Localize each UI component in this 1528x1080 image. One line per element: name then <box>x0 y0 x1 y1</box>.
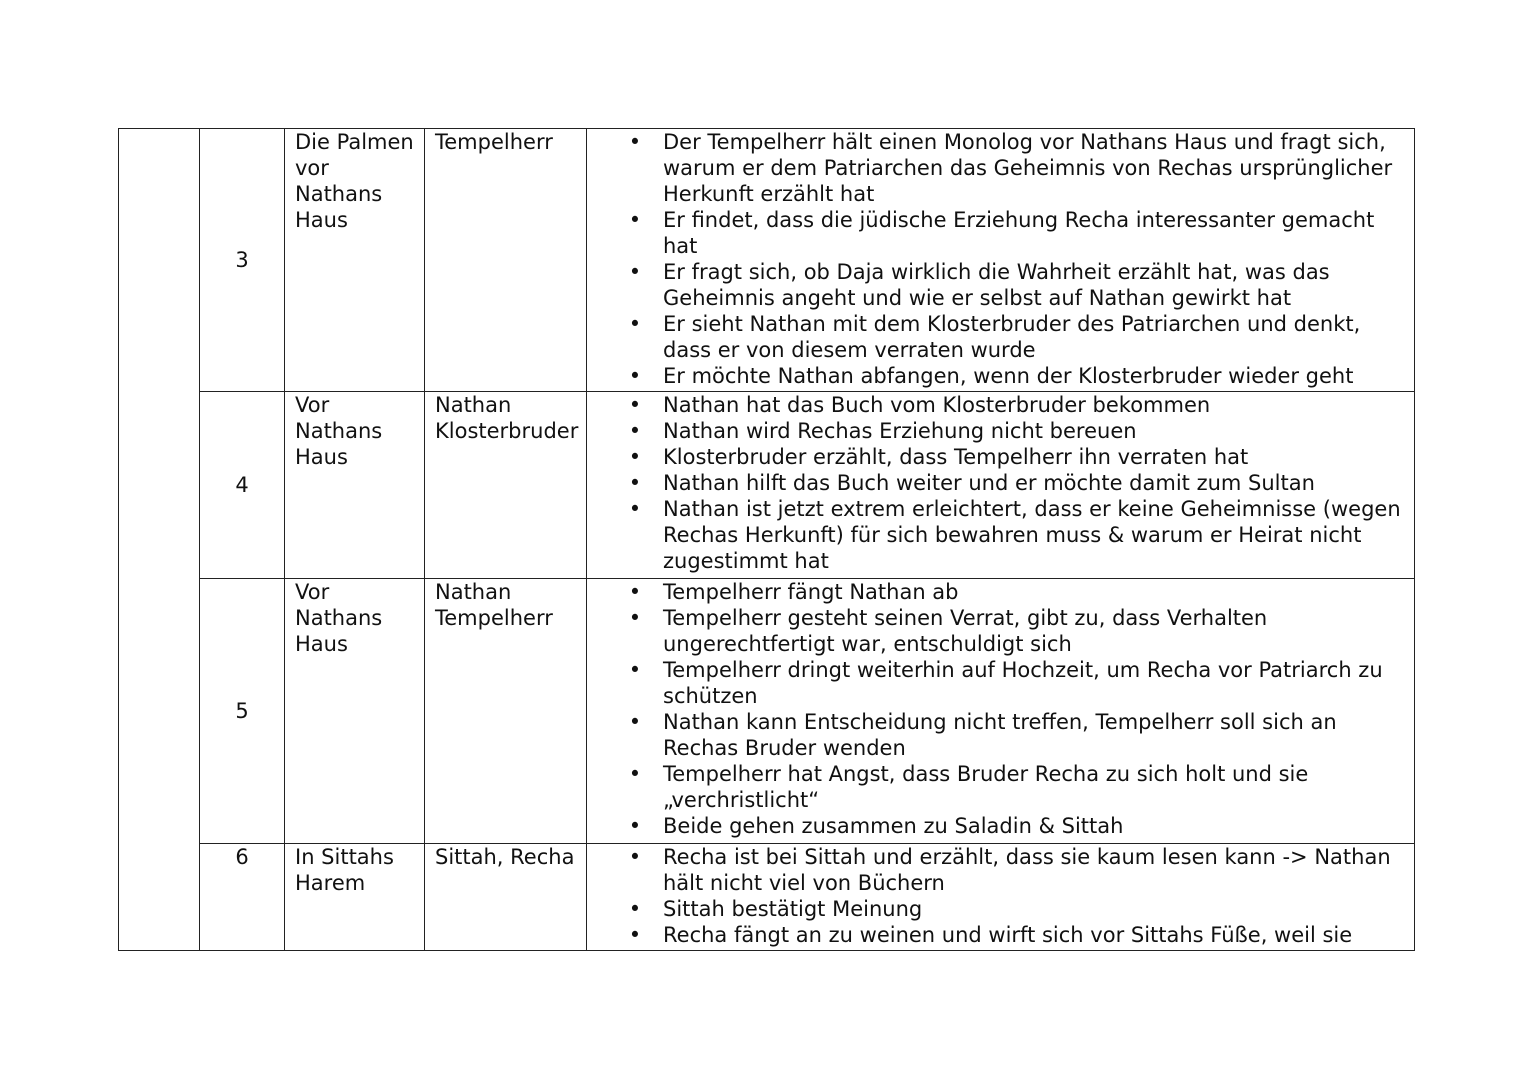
list-item <box>587 207 1404 259</box>
table-row <box>119 579 1415 844</box>
list-item <box>587 657 1404 709</box>
table-row <box>119 392 1415 579</box>
scene-content <box>587 129 1415 392</box>
list-item-text: Tempelherr gesteht seinen Verrat, gibt zu, dass Verhalten ungerechtfertigt war, entschuldigt sich <box>663 606 1268 656</box>
list-item-text: Tempelherr fängt Nathan ab <box>663 580 959 604</box>
scene-content <box>587 579 1415 844</box>
table-row <box>119 129 1415 392</box>
list-item-text: Er findet, dass die jüdische Erziehung Recha interessanter gemacht hat <box>663 208 1375 258</box>
bullet-icon: • <box>628 897 642 921</box>
bullet-icon: • <box>628 471 642 495</box>
list-item <box>587 579 1404 605</box>
scene-place: Die Palmen vor Nathans Haus <box>285 129 425 392</box>
bullet-icon: • <box>628 814 642 838</box>
list-item <box>587 470 1404 496</box>
scene-place: In Sittahs Harem <box>285 844 425 951</box>
list-item-text: Er möchte Nathan abfangen, wenn der Klosterbruder wieder geht <box>663 364 1354 388</box>
scene-place: Vor Nathans Haus <box>285 579 425 844</box>
list-item-text: Recha fängt an zu weinen und wirft sich vor Sittahs Füße, weil sie <box>663 923 1353 947</box>
list-item <box>587 709 1404 761</box>
bullet-icon: • <box>628 497 642 521</box>
scene-content <box>587 392 1415 579</box>
bullet-icon: • <box>628 658 642 682</box>
list-item-text: Nathan hilft das Buch weiter und er möchte damit zum Sultan <box>663 471 1315 495</box>
list-item <box>587 418 1404 444</box>
scene-persons: Sittah, Recha <box>425 844 587 951</box>
bullet-icon: • <box>628 393 642 417</box>
list-item-text: Recha ist bei Sittah und erzählt, dass sie kaum lesen kann -> Nathan hält nicht viel von Büchern <box>663 845 1391 895</box>
list-item <box>587 813 1404 839</box>
scene-number: 4 <box>200 392 285 579</box>
list-item <box>587 129 1404 207</box>
list-item-text: Klosterbruder erzählt, dass Tempelherr ihn verraten hat <box>663 445 1249 469</box>
table-row <box>119 844 1415 951</box>
scene-content <box>587 844 1415 951</box>
bullet-icon: • <box>628 364 642 388</box>
list-item-text: Tempelherr hat Angst, dass Bruder Recha zu sich holt und sie „verchristlicht“ <box>663 762 1309 812</box>
list-item-text: Der Tempelherr hält einen Monolog vor Nathans Haus und fragt sich, warum er dem Patriarchen das Geheimnis von Rechas ursprünglicher Herkunft erzählt hat <box>663 130 1393 206</box>
list-item-text: Beide gehen zusammen zu Saladin & Sittah <box>663 814 1124 838</box>
list-item <box>587 761 1404 813</box>
scene-persons: Nathan Tempelherr <box>425 579 587 844</box>
scene-persons: Tempelherr <box>425 129 587 392</box>
list-item <box>587 496 1404 574</box>
bullet-icon: • <box>628 762 642 786</box>
bullet-icon: • <box>628 606 642 630</box>
bullet-icon: • <box>628 419 642 443</box>
list-item <box>587 844 1404 896</box>
bullet-list <box>587 844 1404 948</box>
scene-persons: Nathan Klosterbruder <box>425 392 587 579</box>
list-item <box>587 363 1404 389</box>
bullet-icon: • <box>628 312 642 336</box>
bullet-list <box>587 579 1404 839</box>
list-item <box>587 896 1404 922</box>
list-item-text: Sittah bestätigt Meinung <box>663 897 923 921</box>
bullet-icon: • <box>628 710 642 734</box>
bullet-icon: • <box>628 445 642 469</box>
bullet-list <box>587 129 1404 389</box>
list-item-text: Nathan hat das Buch vom Klosterbruder bekommen <box>663 393 1211 417</box>
bullet-icon: • <box>628 845 642 869</box>
list-item-text: Er fragt sich, ob Daja wirklich die Wahrheit erzählt hat, was das Geheimnis angeht und wie er selbst auf Nathan gewirkt hat <box>663 260 1330 310</box>
act-cell <box>119 129 200 951</box>
list-item <box>587 311 1404 363</box>
list-item-text: Nathan kann Entscheidung nicht treffen, Tempelherr soll sich an Rechas Bruder wenden <box>663 710 1337 760</box>
scene-number: 3 <box>200 129 285 392</box>
scene-number: 6 <box>200 844 285 951</box>
list-item-text: Nathan ist jetzt extrem erleichtert, dass er keine Geheimnisse (wegen Rechas Herkunft) für sich bewahren muss & warum er Heirat nicht zugestimmt hat <box>663 497 1401 573</box>
bullet-icon: • <box>628 260 642 284</box>
list-item-text: Er sieht Nathan mit dem Klosterbruder des Patriarchen und denkt, dass er von diesem verraten wurde <box>663 312 1361 362</box>
list-item <box>587 444 1404 470</box>
scene-number: 5 <box>200 579 285 844</box>
list-item <box>587 922 1404 948</box>
list-item-text: Nathan wird Rechas Erziehung nicht bereuen <box>663 419 1137 443</box>
bullet-list <box>587 392 1404 574</box>
bullet-icon: • <box>628 923 642 947</box>
bullet-icon: • <box>628 130 642 154</box>
list-item-text: Tempelherr dringt weiterhin auf Hochzeit, um Recha vor Patriarch zu schützen <box>663 658 1383 708</box>
bullet-icon: • <box>628 580 642 604</box>
list-item <box>587 392 1404 418</box>
scene-table <box>118 128 1415 951</box>
bullet-icon: • <box>628 208 642 232</box>
scene-place: Vor Nathans Haus <box>285 392 425 579</box>
list-item <box>587 259 1404 311</box>
list-item <box>587 605 1404 657</box>
